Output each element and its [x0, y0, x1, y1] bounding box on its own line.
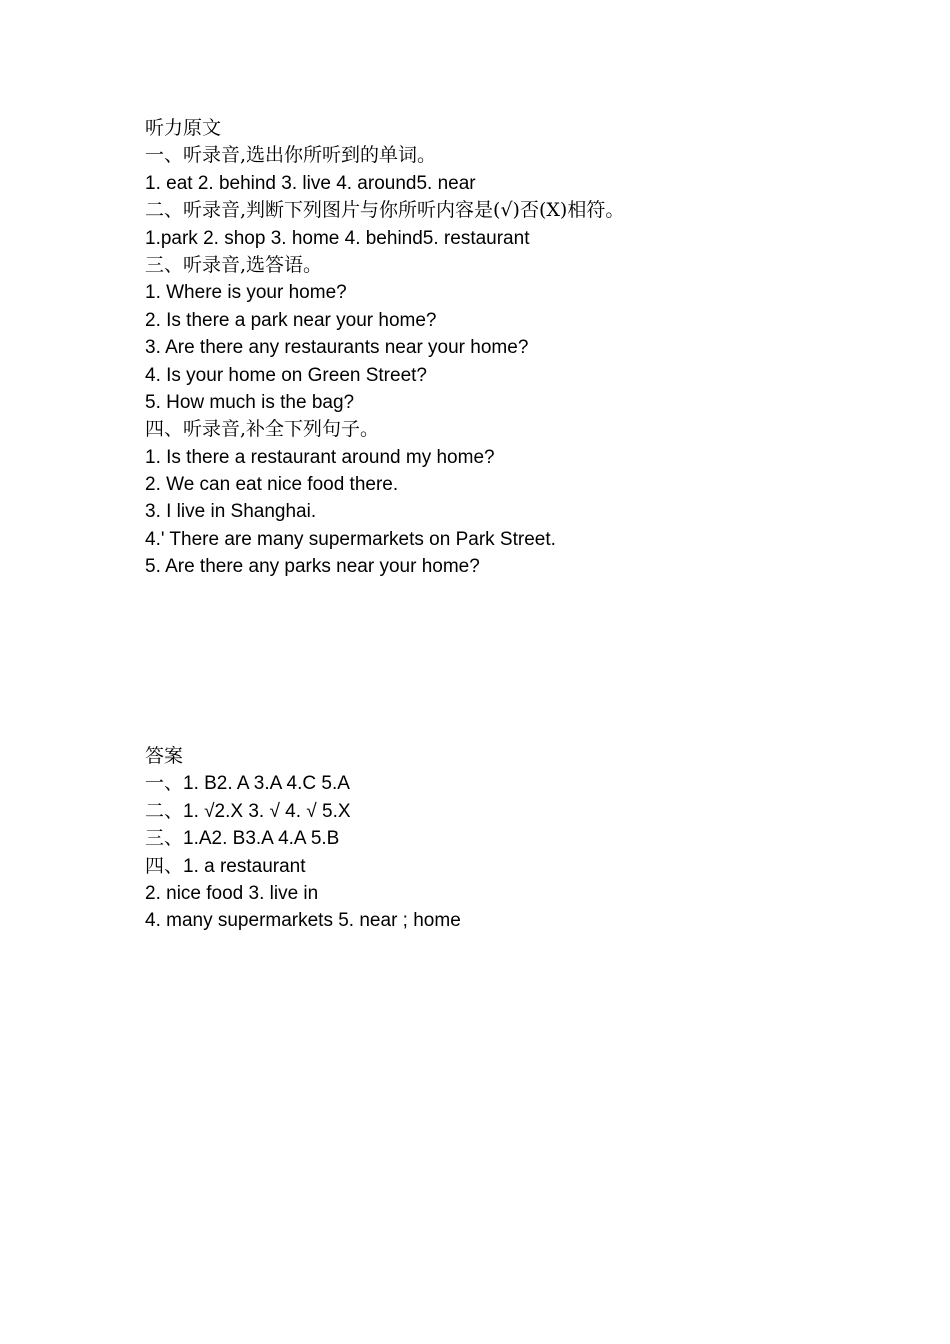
- answer-line-2: 二、1. √2.X 3. √ 4. √ 5.X: [145, 800, 351, 822]
- answer-line-3: 三、1.A2. B3.A 4.A 5.B: [145, 828, 340, 850]
- section-4-item-3: 3. I live in Shanghai.: [145, 501, 317, 523]
- answer-line-4: 四、1. a restaurant: [145, 855, 306, 877]
- answer-line-1: 一、1. B2. A 3.A 4.C 5.A: [145, 773, 350, 795]
- answer-line-5: 2. nice food 3. live in: [145, 882, 319, 904]
- section-1-heading: 一、听录音,选出你所听到的单词。: [145, 144, 437, 167]
- section-4-heading: 四、听录音,补全下列句子。: [145, 418, 380, 441]
- section-1-words: 1. eat 2. behind 3. live 4. around5. near: [145, 172, 476, 194]
- section-2-heading: 二、听录音,判断下列图片与你所听内容是(√)否(X)相符。: [145, 199, 625, 222]
- section-2-words: 1.park 2. shop 3. home 4. behind5. restaurant: [145, 227, 530, 249]
- transcript-section: [145, 115, 845, 581]
- section-4-item-1: 1. Is there a restaurant around my home?: [145, 446, 495, 468]
- answers-title: 答案: [145, 745, 184, 767]
- section-3-item-3: 3. Are there any restaurants near your home?: [145, 337, 529, 359]
- section-4-item-4: 4.' There are many supermarkets on Park Street.: [145, 528, 556, 550]
- section-3-heading: 三、听录音,选答语。: [145, 253, 323, 276]
- section-3-item-1: 1. Where is your home?: [145, 282, 347, 304]
- section-3-item-2: 2. Is there a park near your home?: [145, 309, 437, 331]
- transcript-title: 听力原文: [145, 117, 222, 139]
- answer-line-6: 4. many supermarkets 5. near ; home: [145, 910, 461, 932]
- section-4-item-5: 5. Are there any parks near your home?: [145, 556, 480, 578]
- section-3-item-4: 4. Is your home on Green Street?: [145, 364, 427, 386]
- section-4-item-2: 2. We can eat nice food there.: [145, 474, 399, 496]
- answers-section: [145, 743, 845, 935]
- section-3-item-5: 5. How much is the bag?: [145, 391, 355, 413]
